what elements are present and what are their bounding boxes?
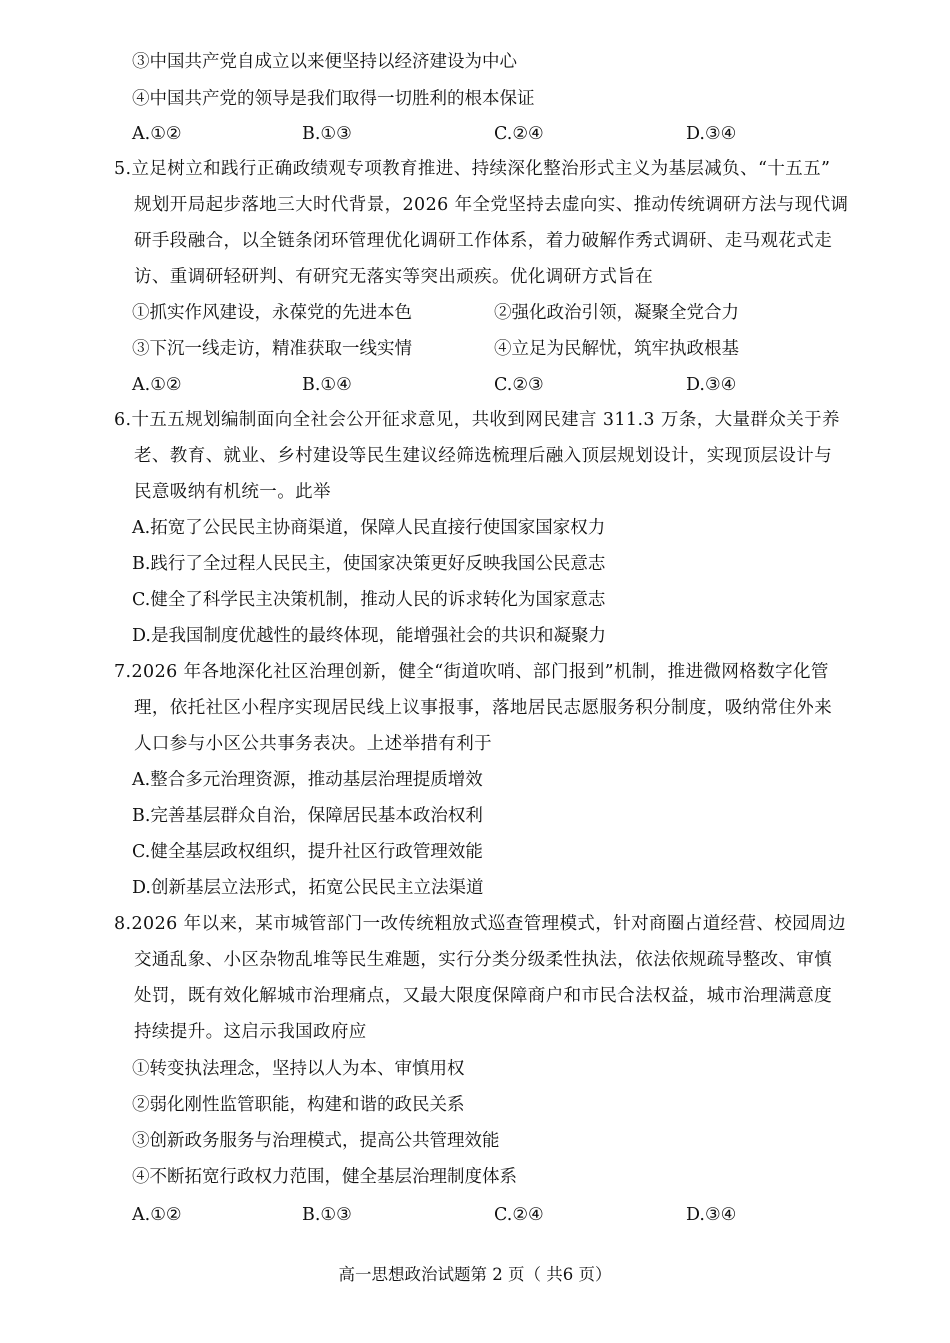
answer-options: [0, 370, 950, 400]
question-7-stem: 7.2026 年各地深化社区治理创新，健全“街道吹哨、部门报到”机制，推进微网格数字化管: [114, 662, 829, 682]
option-d: D.③④: [686, 124, 737, 144]
option-b: B.践行了全过程人民民主，使国家决策更好反映我国公民意志: [132, 554, 606, 574]
option-c: C.健全基层政权组织，提升社区行政管理效能: [132, 842, 483, 862]
option-a: A.①②: [132, 375, 182, 395]
statement-item: ④立足为民解忧，筑牢执政根基: [494, 339, 739, 359]
page-footer: 高一思想政治试题第 2 页（ 共6 页）: [338, 1265, 612, 1284]
statement-item: ③创新政务服务与治理模式，提高公共管理效能: [132, 1131, 500, 1151]
question-5-stem: 访、重调研轻研判、有研究无落实等突出顽疾。优化调研方式旨在: [134, 267, 654, 287]
question-5-stem: 研手段融合，以全链条闭环管理优化调研工作体系，着力破解作秀式调研、走马观花式走: [134, 231, 833, 251]
statement-item: ③下沉一线走访，精准获取一线实情: [132, 339, 412, 359]
option-d: D.③④: [686, 1205, 737, 1225]
option-c: C.②③: [494, 375, 544, 395]
question-8-stem: 交通乱象、小区杂物乱堆等民生难题，实行分类分级柔性执法，依法依规疏导整改、审慎: [134, 950, 833, 970]
option-a: A.①②: [132, 124, 182, 144]
question-7-stem: 人口参与小区公共事务表决。上述举措有利于: [134, 734, 492, 754]
statement-item: ④不断拓宽行政权力范围，健全基层治理制度体系: [132, 1167, 517, 1187]
option-a: A.①②: [132, 1205, 182, 1225]
question-6-stem: 6.十五五规划编制面向全社会公开征求意见，共收到网民建言 311.3 万条，大量群众关于养: [114, 410, 840, 430]
statement-item: ②强化政治引领，凝聚全党合力: [494, 303, 739, 323]
option-a: A.拓宽了公民民主协商渠道，保障人民直接行使国家国家权力: [132, 518, 606, 538]
statement-item: ①转变执法理念，坚持以人为本、审慎用权: [132, 1059, 465, 1079]
answer-options: [0, 1200, 950, 1230]
option-b: B.完善基层群众自治，保障居民基本政治权利: [132, 806, 483, 826]
question-5-stem: 5.立足树立和践行正确政绩观专项教育推进、持续深化整治形式主义为基层减负、“十五五”: [114, 159, 831, 179]
question-8-stem: 持续提升。这启示我国政府应: [134, 1022, 367, 1042]
question-6-stem: 老、教育、就业、乡村建设等民生建议经筛选梳理后融入顶层规划设计，实现顶层设计与: [134, 446, 833, 466]
option-d: D.创新基层立法形式，拓宽公民民主立法渠道: [132, 878, 484, 898]
question-8-stem: 8.2026 年以来，某市城管部门一改传统粗放式巡查管理模式，针对商圈占道经营、校园周边: [114, 914, 846, 934]
option-d: D.是我国制度优越性的最终体现，能增强社会的共识和凝聚力: [132, 626, 606, 646]
option-c: C.②④: [494, 1205, 544, 1225]
question-6-stem: 民意吸纳有机统一。此举: [134, 482, 331, 502]
option-d: D.③④: [686, 375, 737, 395]
statement-row: [0, 334, 950, 364]
statement-item: ①抓实作风建设，永葆党的先进本色: [132, 303, 412, 323]
statement-item: ②弱化刚性监管职能，构建和谐的政民关系: [132, 1095, 465, 1115]
question-7-stem: 理，依托社区小程序实现居民线上议事报事，落地居民志愿服务积分制度，吸纳常住外来: [134, 698, 833, 718]
option-c: C.②④: [494, 124, 544, 144]
option-b: B.①④: [302, 375, 352, 395]
option-b: B.①③: [302, 1205, 352, 1225]
statement-item: ③中国共产党自成立以来便坚持以经济建设为中心: [132, 52, 517, 72]
statement-item: ④中国共产党的领导是我们取得一切胜利的根本保证: [132, 89, 535, 109]
question-5-stem: 规划开局起步落地三大时代背景，2026 年全党坚持去虚向实、推动传统调研方法与现代调: [134, 195, 849, 215]
option-b: B.①③: [302, 124, 352, 144]
question-8-stem: 处罚，既有效化解城市治理痛点，又最大限度保障商户和市民合法权益，城市治理满意度: [134, 986, 833, 1006]
option-a: A.整合多元治理资源，推动基层治理提质增效: [132, 770, 483, 790]
answer-options: [0, 119, 950, 149]
option-c: C.健全了科学民主决策机制，推动人民的诉求转化为国家意志: [132, 590, 606, 610]
statement-row: [0, 298, 950, 328]
